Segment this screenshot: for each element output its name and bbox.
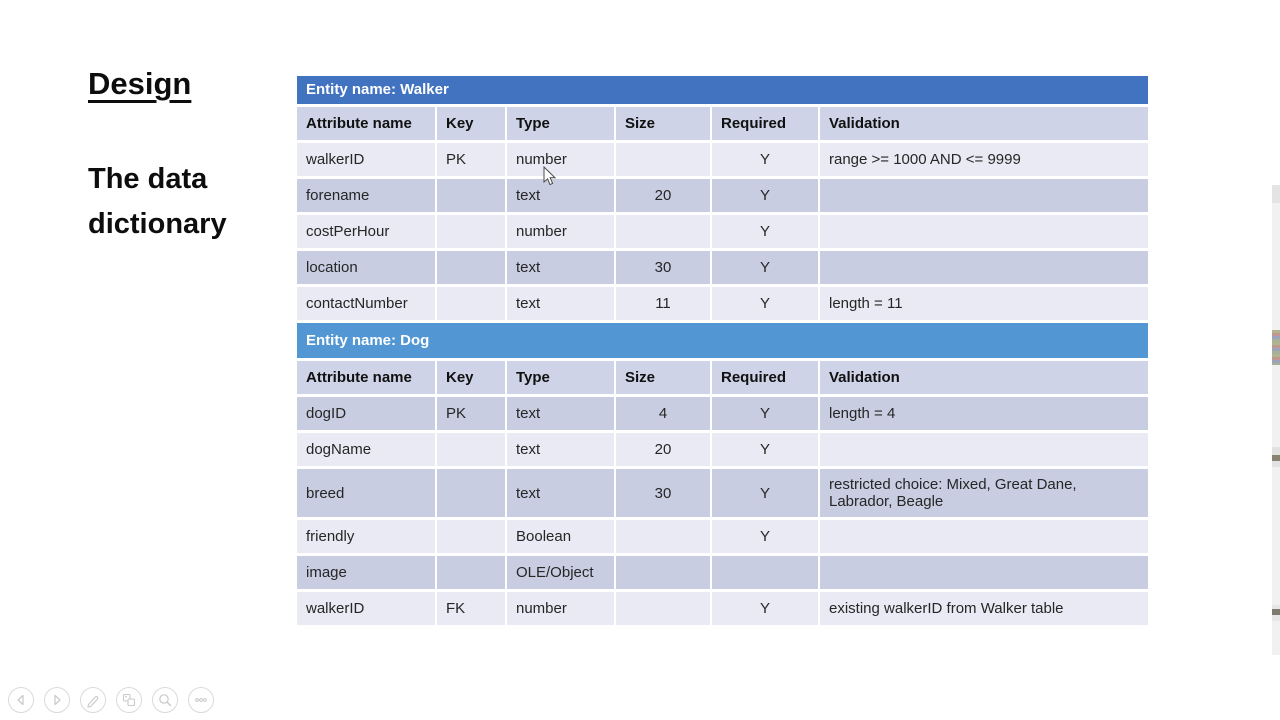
slideshow-toolbar <box>8 687 214 713</box>
zoom-icon <box>152 687 178 713</box>
table-cell: dogID <box>297 397 437 433</box>
table-cell: Y <box>712 592 820 628</box>
column-header: Type <box>507 107 616 143</box>
table-cell: breed <box>297 469 437 520</box>
table-cell <box>820 179 1148 215</box>
previous-slide-icon <box>8 687 34 713</box>
column-header: Required <box>712 107 820 143</box>
column-header: Size <box>616 361 712 397</box>
table-cell: Y <box>712 251 820 287</box>
column-header: Attribute name <box>297 107 437 143</box>
column-header: Attribute name <box>297 361 437 397</box>
previous-slide-button[interactable] <box>8 687 34 713</box>
pen-button[interactable] <box>80 687 106 713</box>
edge-segment <box>1272 185 1280 203</box>
column-header: Key <box>437 361 507 397</box>
table-cell: Y <box>712 143 820 179</box>
pen-icon <box>80 687 106 713</box>
table-row <box>297 143 1148 179</box>
column-header: Validation <box>820 361 1148 397</box>
table-cell: 30 <box>616 251 712 287</box>
table-cell: 20 <box>616 433 712 469</box>
entity-header-bar: Entity name: Dog <box>297 323 1148 358</box>
table-row <box>297 287 1148 323</box>
table-row <box>297 433 1148 469</box>
table-cell <box>437 287 507 323</box>
table-cell: number <box>507 592 616 628</box>
table-cell: friendly <box>297 520 437 556</box>
table-cell <box>820 520 1148 556</box>
column-header: Required <box>712 361 820 397</box>
slide-title: Design <box>88 66 192 101</box>
column-header: Key <box>437 107 507 143</box>
table-cell: contactNumber <box>297 287 437 323</box>
see-all-slides-button[interactable] <box>116 687 142 713</box>
table-cell: image <box>297 556 437 592</box>
column-header: Size <box>616 107 712 143</box>
window-edge-artifact <box>1272 185 1280 655</box>
table-row <box>297 469 1148 520</box>
table-cell <box>437 433 507 469</box>
table-row <box>297 520 1148 556</box>
edge-segment <box>1272 455 1280 461</box>
table-cell <box>437 215 507 251</box>
table-cell: location <box>297 251 437 287</box>
data-dictionary-tables <box>297 76 1148 628</box>
table-cell: text <box>507 287 616 323</box>
table-cell <box>820 556 1148 592</box>
table-cell <box>437 179 507 215</box>
table-cell: Y <box>712 287 820 323</box>
table-cell <box>616 592 712 628</box>
next-slide-button[interactable] <box>44 687 70 713</box>
table-cell <box>616 556 712 592</box>
table-cell: 4 <box>616 397 712 433</box>
table-cell: range >= 1000 AND <= 9999 <box>820 143 1148 179</box>
table-cell <box>437 251 507 287</box>
table-cell: forename <box>297 179 437 215</box>
table-cell: PK <box>437 397 507 433</box>
entity-table <box>297 323 1148 628</box>
table-cell <box>437 520 507 556</box>
table-cell: 20 <box>616 179 712 215</box>
table-cell <box>616 520 712 556</box>
table-cell: walkerID <box>297 143 437 179</box>
table-cell: OLE/Object <box>507 556 616 592</box>
table-cell: Y <box>712 433 820 469</box>
table-cell: number <box>507 215 616 251</box>
table-cell: walkerID <box>297 592 437 628</box>
table-cell: Y <box>712 179 820 215</box>
table-cell: text <box>507 469 616 520</box>
more-options-icon <box>188 687 214 713</box>
table-cell: PK <box>437 143 507 179</box>
table-row <box>297 251 1148 287</box>
table-cell: length = 11 <box>820 287 1148 323</box>
table-cell: number <box>507 143 616 179</box>
table-cell: text <box>507 179 616 215</box>
table-cell: Y <box>712 469 820 520</box>
table-cell: 11 <box>616 287 712 323</box>
table-cell <box>437 556 507 592</box>
table-cell: FK <box>437 592 507 628</box>
slide-subtitle: The data dictionary <box>88 163 227 240</box>
table-cell: text <box>507 397 616 433</box>
column-header-row <box>297 361 1148 397</box>
entity-header-bar: Entity name: Walker <box>297 76 1148 104</box>
table-row <box>297 179 1148 215</box>
table-cell: text <box>507 251 616 287</box>
more-options-button[interactable] <box>188 687 214 713</box>
table-cell <box>820 215 1148 251</box>
column-header-row <box>297 107 1148 143</box>
table-cell <box>437 469 507 520</box>
column-header: Type <box>507 361 616 397</box>
column-header: Validation <box>820 107 1148 143</box>
mouse-cursor <box>543 166 557 187</box>
table-cell: restricted choice: Mixed, Great Dane, Labrador, Beagle <box>820 469 1148 520</box>
entity-table <box>297 76 1148 323</box>
table-cell: Y <box>712 397 820 433</box>
table-cell: length = 4 <box>820 397 1148 433</box>
edge-segment <box>1272 609 1280 615</box>
see-all-slides-icon <box>116 687 142 713</box>
table-cell: costPerHour <box>297 215 437 251</box>
table-cell <box>712 556 820 592</box>
table-cell: existing walkerID from Walker table <box>820 592 1148 628</box>
table-cell: Y <box>712 215 820 251</box>
table-cell <box>820 433 1148 469</box>
table-cell: Y <box>712 520 820 556</box>
table-row <box>297 592 1148 628</box>
table-row <box>297 397 1148 433</box>
table-row <box>297 215 1148 251</box>
table-cell <box>616 143 712 179</box>
table-cell <box>820 251 1148 287</box>
zoom-button[interactable] <box>152 687 178 713</box>
table-cell <box>616 215 712 251</box>
table-cell: dogName <box>297 433 437 469</box>
table-cell: 30 <box>616 469 712 520</box>
table-cell: Boolean <box>507 520 616 556</box>
table-row <box>297 556 1148 592</box>
table-cell: text <box>507 433 616 469</box>
edge-segment <box>1272 330 1280 365</box>
next-slide-icon <box>44 687 70 713</box>
